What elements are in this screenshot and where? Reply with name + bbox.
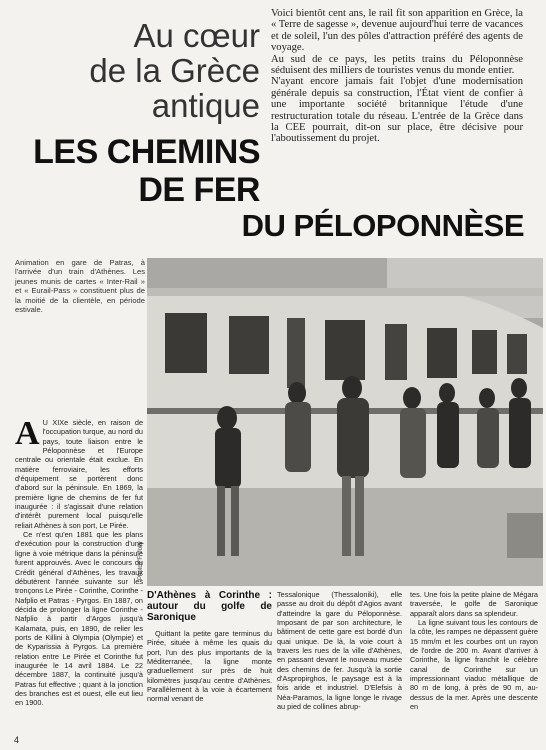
- article-paragraph-4: Tessalonique (Thessaloniki), elle passe au droit du dépôt d'Agios avant d'atteindre la gare du Péloponnèse. Imposant de par son architecture, le bâtiment de cette gare est bordé d'un quai unique. De là, la voie court à travers les rues de la ville d'Athènes, en passant devant le nouveau musée des chemins de fer. Jusqu'à la sortie d'Aspropirghos, le paysage est à la fois aride et industriel. D'Elefsis à Néa-Paramos, la ligne longe le rivage au pied de collines abrup-: [277, 590, 402, 712]
- article-paragraph-5: tes. Une fois la petite plaine de Mégara traversée, le golfe de Saronique apparaît alors dans sa splendeur.: [410, 590, 538, 618]
- intro-paragraph-3: N'ayant encore jamais fait l'objet d'une modernisation générale depuis sa construction, l'État vient de confier à une importante société britannique l'étude d'une restructuration totale du réseau. L'entrée de la Grèce dans la CEE pourrait, dit-on sur place, être décisive pour l'aboutissement du projet.: [271, 76, 523, 145]
- intro-paragraph-2: Au sud de ce pays, les petits trains du Péloponnèse séduisent des milliers de touristes venus du monde entier.: [271, 53, 523, 77]
- intro-text: [271, 8, 523, 145]
- article-paragraph-1: U XIXe siècle, en raison de l'occupation turque, au nord du pays, toute liaison entre le Péloponnèse et l'Europe centrale ou orientale était exclue. En matière ferroviaire, les efforts d'équipement se portèrent donc d'abord sur la péninsule. En 1869, la première ligne de chemins de fer fut inaugurée : il s'agissait d'une relation d'intérêt purement local puisqu'elle reliait Athènes à son port, Le Pirée.: [15, 418, 143, 530]
- article-column-2: [147, 590, 272, 704]
- intro-paragraph-1: Voici bientôt cent ans, le rail fit son apparition en Grèce, la « Terre de sagesse », devenue aujourd'hui terre de vacances et de soleil, l'un des pôles d'attraction préféré des agents de voyage.: [271, 8, 523, 54]
- photo-credit: Photos F. Jolly: [138, 541, 144, 580]
- headline-main-1: LES CHEMINS: [33, 133, 260, 171]
- article-subhead: D'Athènes à Corinthe : autour du golfe de Saronique: [147, 590, 272, 623]
- headline-line-3: antique: [151, 87, 260, 124]
- train-station-photo: [147, 258, 543, 586]
- headline-main-3: DU PÉLOPONNÈSE: [241, 208, 524, 243]
- page-number: 4: [14, 735, 20, 745]
- article-column-1: [15, 415, 143, 708]
- article-paragraph-3: Quittant la petite gare terminus du Pirée, située à même les quais du port, l'un des plus importants de la Méditerranée, la ligne monte graduellement sur près de huit kilomètres jusqu'au centre d'Athènes. Parallèlement à la voie à écartement normal venant de: [147, 629, 272, 704]
- headline-line-2: de la Grèce: [89, 52, 260, 89]
- headline-line-1: Au cœur: [133, 17, 260, 54]
- article-paragraph-6: La ligne suivant tous les contours de la côte, les rampes ne dépassent guère 15 mm/m et les courbes ont un rayon de l'ordre de 200 m. Avant d'arriver à Corinthe, la ligne franchit le célèbre canal de Corinthe sur un impressionnant viaduc métallique de 80 m de long, à près de 90 m, au-dessus de la mer. Après une descente en: [410, 618, 538, 712]
- photo-caption: Animation en gare de Patras, à l'arrivée d'un train d'Athènes. Les jeunes munis de cartes « Inter-Rail » et « Eurail-Pass » constituent plus de la moitié de la clientèle, en période estivale.: [15, 258, 145, 315]
- article-column-3: [277, 590, 402, 711]
- article-dropcap: A: [15, 415, 40, 452]
- article-paragraph-2: Ce n'est qu'en 1881 que les plans d'exécution pour la construction d'une ligne à voie métrique dans la péninsule furent approuvés. Avec le concours du Crédit général d'Athènes, les travaux débutèrent l'année suivante sur les tronçons Le Pirée - Corinthe, Corinthe - Nafplio et Patras - Pyrgos. En 1887, on décida de prolonger la ligne Corinthe - Nafplio à partir d'Argos jusqu'à Kalamata, puis, en 1890, de relier les ports de Killini à Olympia (Olympie) et de Kyparissia à Pyrgos. La première relation entre Le Pirée et Corinthe fut inaugurée le 14 avril 1884. Le 22 décembre 1887, la continuité jusqu'à Patras fut effective ; quant à la jonction des branches est et ouest, elle eut lieu en 1900.: [15, 530, 143, 708]
- headline-main-2: DE FER: [138, 171, 260, 209]
- article-column-4: [410, 590, 538, 711]
- train-photo-illustration: [147, 258, 543, 586]
